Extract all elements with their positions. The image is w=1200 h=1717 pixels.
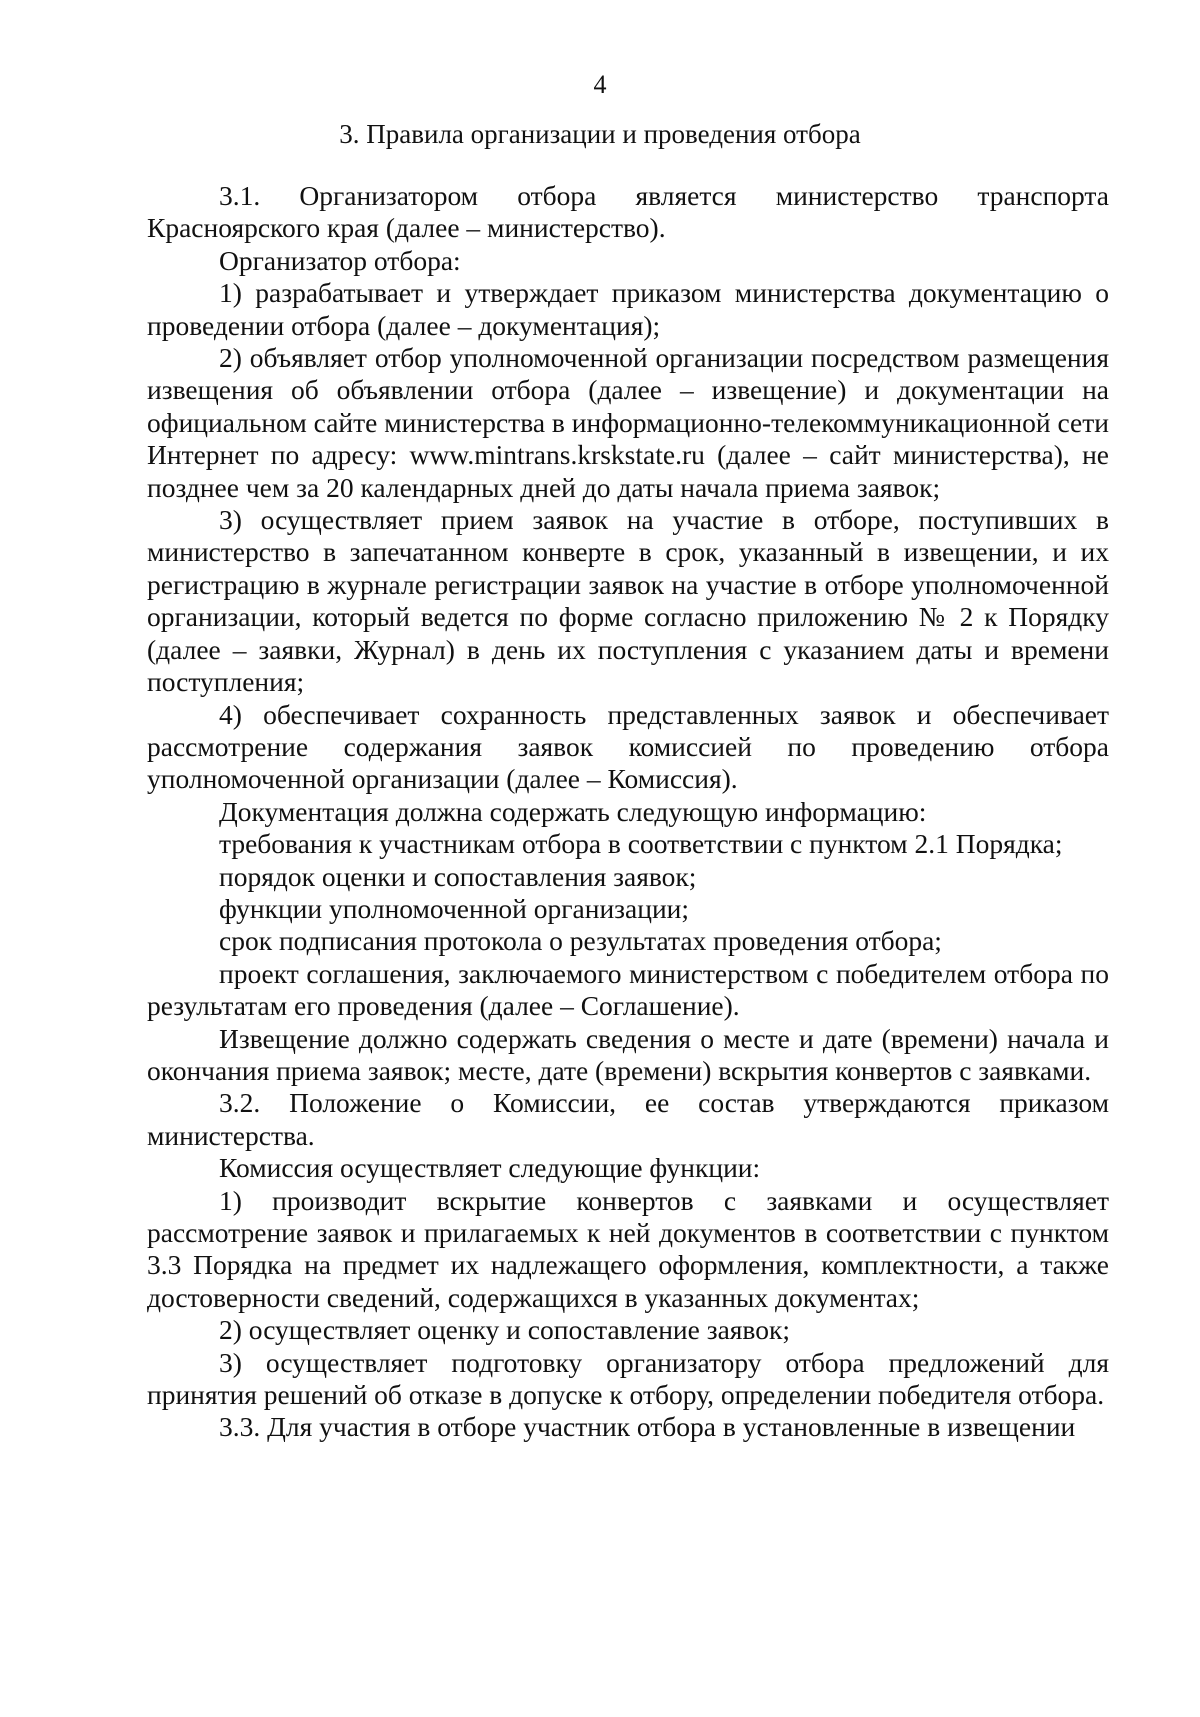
- section-title: 3. Правила организации и проведения отбора: [339, 119, 861, 149]
- paragraph-documentation-item-1: требования к участникам отбора в соответствии с пунктом 2.1 Порядка;: [219, 828, 1063, 860]
- document-body: [147, 180, 1109, 1444]
- paragraph-organizer-item-1: 1) разрабатывает и утверждает приказом министерства документацию о проведении отбора (далее – документация);: [147, 277, 1109, 341]
- page-number: 4: [593, 70, 607, 99]
- paragraph-3-3: 3.3. Для участия в отборе участник отбора в установленные в извещении: [219, 1411, 1076, 1443]
- paragraph-commission-item-2: 2) осуществляет оценку и сопоставление заявок;: [219, 1314, 790, 1346]
- paragraph-organizer-intro: Организатор отбора:: [219, 244, 461, 276]
- paragraph-commission-item-1: 1) производит вскрытие конвертов с заявками и осуществляет рассмотрение заявок и прилагаемых к ней документов в соответствии с пунктом 3.3 Порядка на предмет их надлежащего оформления, комплектности, а также достоверности сведений, содержащихся в указанных документах;: [147, 1184, 1109, 1313]
- paragraph-documentation-item-5: проект соглашения, заключаемого министерством с победителем отбора по результатам его проведения (далее – Соглашение).: [147, 957, 1109, 1022]
- paragraph-commission-item-3: 3) осуществляет подготовку организатору отбора предложений для принятия решений об отказе в допуске к отбору, определении победителя отбора.: [147, 1346, 1109, 1411]
- paragraph-3-2: 3.2. Положение о Комиссии, ее состав утверждаются приказом министерства.: [147, 1087, 1109, 1151]
- paragraph-documentation-item-4: срок подписания протокола о результатах проведения отбора;: [219, 925, 942, 957]
- paragraph-documentation-item-2: порядок оценки и сопоставления заявок;: [219, 860, 697, 892]
- paragraph-notice-contents: Извещение должно содержать сведения о месте и дате (времени) начала и окончания приема заявок; месте, дате (времени) вскрытия конвертов с заявками.: [147, 1022, 1109, 1086]
- paragraph-documentation-item-3: функции уполномоченной организации;: [219, 892, 690, 924]
- paragraph-documentation-intro: Документация должна содержать следующую информацию:: [219, 795, 927, 827]
- paragraph-organizer-item-2: 2) объявляет отбор уполномоченной организации посредством размещения извещения об объявлении отбора (далее – извещение) и документации на официальном сайте министерства в информационно-телекоммуникационной сети Интернет по адресу: www.mintrans.krskstate.ru (далее – сайт министерства), не позднее чем за 20 календарных дней до даты начала приема заявок;: [147, 342, 1109, 503]
- paragraph-organizer-item-3: 3) осуществляет прием заявок на участие в отборе, поступивших в министерство в запечатанном конверте в срок, указанный в извещении, и их регистрацию в журнале регистрации заявок на участие в отборе уполномоченной организации, который ведется по форме согласно приложению № 2 к Порядку (далее – заявки, Журнал) в день их поступления с указанием даты и времени поступления;: [147, 504, 1109, 698]
- paragraph-3-1: 3.1. Организатором отбора является министерство транспорта Красноярского края (далее – министерство).: [147, 180, 1109, 244]
- paragraph-commission-intro: Комиссия осуществляет следующие функции:: [219, 1152, 761, 1184]
- paragraph-organizer-item-4: 4) обеспечивает сохранность представленных заявок и обеспечивает рассмотрение содержания заявок комиссией по проведению отбора уполномоченной организации (далее – Комиссия).: [147, 698, 1109, 795]
